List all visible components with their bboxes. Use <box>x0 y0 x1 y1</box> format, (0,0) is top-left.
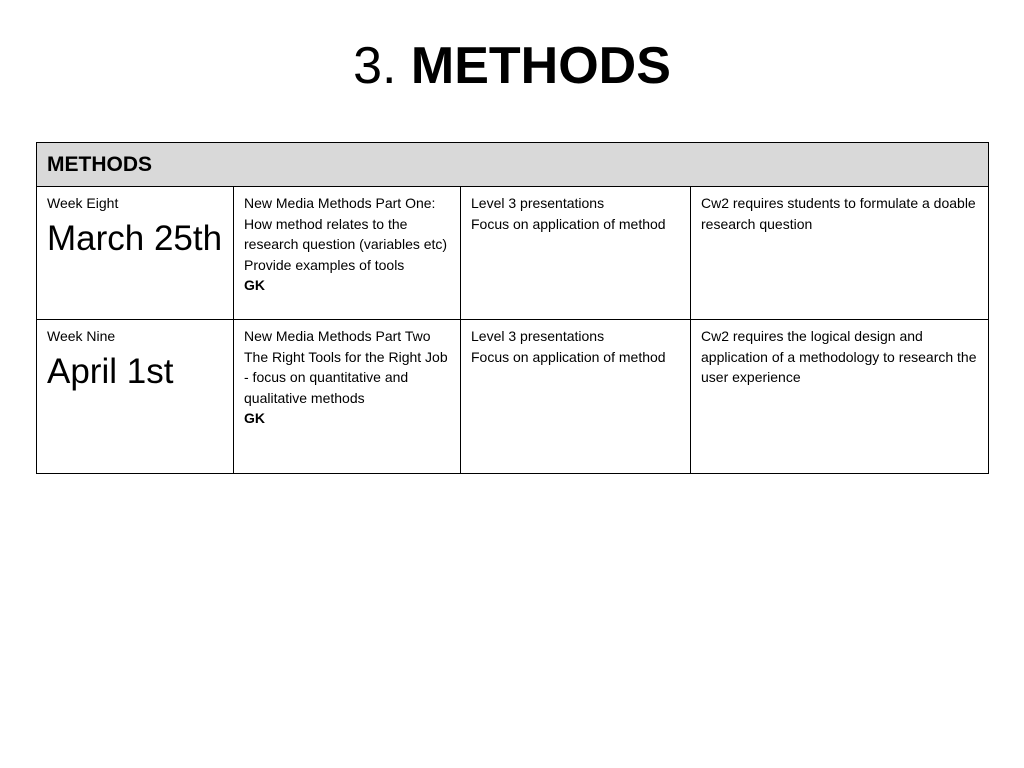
assessment-cell <box>691 187 989 320</box>
activity-cell <box>461 187 691 320</box>
topic-line: - focus on quantitative and qualitative methods <box>244 369 409 406</box>
assessment-cell <box>691 320 989 474</box>
topic-cell <box>234 320 461 474</box>
activity-line: Focus on application of method <box>471 215 666 232</box>
week-cell <box>37 187 234 320</box>
activity-cell <box>461 320 691 474</box>
week-label: Week Eight <box>47 195 119 211</box>
topic-line: Provide examples of tools <box>244 256 405 273</box>
title-number: 3. <box>353 37 397 95</box>
topic-line: The Right Tools for the Right Job <box>244 348 448 365</box>
assessment-text: Cw2 requires students to formulate a doable research question <box>701 195 976 232</box>
activity-line: Focus on application of method <box>471 348 666 365</box>
week-date: April 1st <box>47 351 174 391</box>
topic-line: New Media Methods Part One: How method relates to the research question (variables etc) <box>244 195 448 252</box>
week-label: Week Nine <box>47 328 116 344</box>
activity-line: Level 3 presentations <box>471 328 605 344</box>
table-row <box>37 320 989 474</box>
topic-tag: GK <box>244 410 265 426</box>
table-row <box>37 187 989 320</box>
week-cell <box>37 320 234 474</box>
week-date: March 25th <box>47 218 223 258</box>
table-header-row <box>37 143 989 187</box>
activity-line: Level 3 presentations <box>471 195 605 211</box>
assessment-text: Cw2 requires the logical design and application of a methodology to research the user experience <box>701 328 977 385</box>
schedule-table <box>36 142 989 474</box>
title-text: METHODS <box>410 37 671 95</box>
table-header: METHODS <box>37 143 989 187</box>
topic-tag: GK <box>244 277 265 293</box>
page-title <box>0 34 1024 98</box>
topic-line: New Media Methods Part Two <box>244 328 431 344</box>
topic-cell <box>234 187 461 320</box>
